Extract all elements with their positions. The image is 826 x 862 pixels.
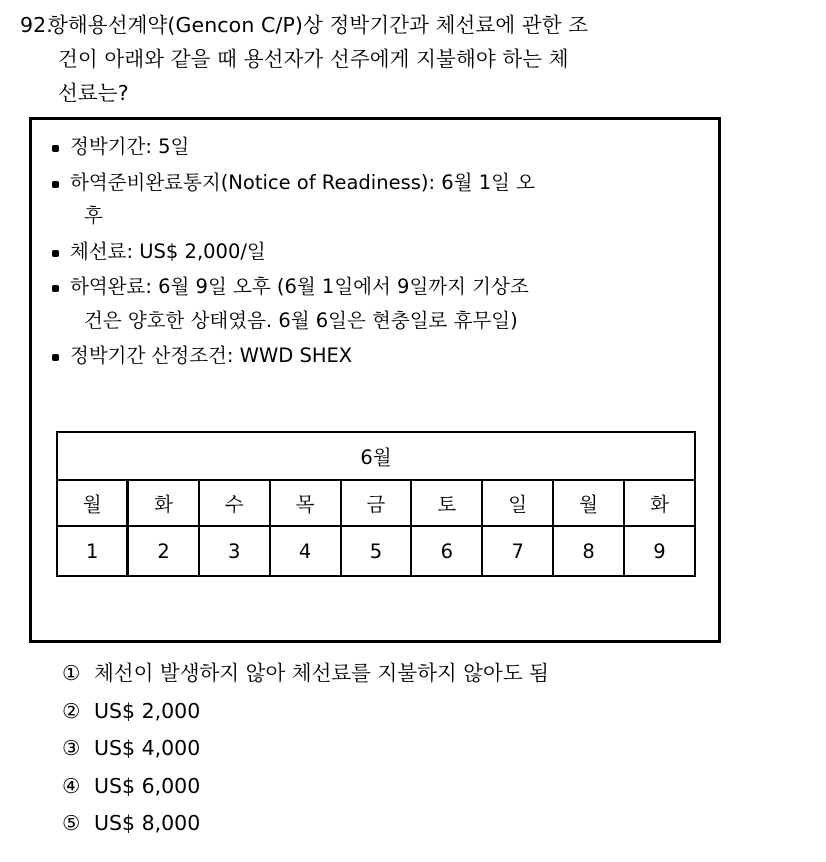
choice-marker-5: ⑤ bbox=[62, 811, 81, 835]
list-item bbox=[48, 166, 708, 233]
answer-choice-2[interactable] bbox=[62, 693, 782, 731]
choice-text-1: 체선이 발생하지 않아 체선료를 지불하지 않아도 됨 bbox=[94, 661, 549, 685]
weekday-cell: 토 bbox=[411, 480, 482, 526]
choice-text-4: US$ 6,000 bbox=[94, 773, 201, 798]
weekday-cell: 일 bbox=[482, 480, 553, 526]
date-cell: 9 bbox=[624, 526, 695, 576]
answer-choice-list bbox=[62, 655, 782, 843]
bullet-line: 체선료: US$ 2,000/일 bbox=[70, 239, 266, 263]
choice-text-3: US$ 4,000 bbox=[94, 736, 201, 760]
question-stem bbox=[20, 8, 790, 110]
question-line-1 bbox=[20, 8, 790, 42]
answer-choice-5[interactable] bbox=[62, 805, 782, 843]
calendar-title: 6월 bbox=[57, 432, 695, 480]
date-cell: 5 bbox=[341, 526, 412, 576]
weekday-cell: 수 bbox=[199, 480, 270, 526]
bullet-line: 정박기간 산정조건: WWD SHEX bbox=[70, 344, 353, 367]
weekday-cell: 화 bbox=[624, 480, 695, 526]
list-item bbox=[48, 235, 708, 269]
date-cell: 3 bbox=[199, 526, 270, 576]
condition-bullet-list bbox=[48, 130, 708, 375]
weekday-cell: 화 bbox=[128, 480, 199, 526]
bullet-dot-icon bbox=[52, 181, 59, 188]
question-line-3: 선료는? bbox=[58, 81, 129, 105]
weekday-cell: 목 bbox=[270, 480, 341, 526]
choice-text-2: US$ 2,000 bbox=[94, 698, 201, 723]
choice-marker-3: ③ bbox=[62, 736, 81, 760]
bullet-dot-icon bbox=[52, 354, 59, 361]
weekday-cell: 월 bbox=[553, 480, 624, 526]
condition-box bbox=[29, 117, 721, 643]
list-item bbox=[48, 339, 708, 373]
bullet-line-continued: 후 bbox=[84, 204, 103, 227]
date-cell: 6 bbox=[411, 526, 482, 576]
table-row-weekdays bbox=[57, 480, 695, 526]
bullet-dot-icon bbox=[52, 250, 59, 257]
date-cell: 8 bbox=[553, 526, 624, 576]
date-cell: 7 bbox=[482, 526, 553, 576]
date-cell: 2 bbox=[128, 526, 199, 576]
question-text-line: 항해용선계약(Gencon C/P)상 정박기간과 체선료에 관한 조 bbox=[48, 13, 589, 37]
list-item bbox=[48, 130, 708, 164]
table-row-title bbox=[57, 432, 695, 480]
bullet-line: 하역완료: 6월 9일 오후 (6월 1일에서 9일까지 기상조 bbox=[70, 275, 529, 298]
choice-marker-4: ④ bbox=[62, 773, 81, 798]
answer-choice-4[interactable] bbox=[62, 768, 782, 806]
weekday-cell: 월 bbox=[57, 480, 128, 526]
date-cell: 4 bbox=[270, 526, 341, 576]
answer-choice-3[interactable] bbox=[62, 730, 782, 768]
choice-text-5: US$ 8,000 bbox=[94, 811, 201, 835]
bullet-dot-icon bbox=[52, 145, 59, 152]
date-cell: 1 bbox=[57, 526, 128, 576]
weekday-cell: 금 bbox=[341, 480, 412, 526]
bullet-line: 하역준비완료통지(Notice of Readiness): 6월 1일 오 bbox=[70, 170, 535, 194]
choice-marker-2: ② bbox=[62, 698, 81, 723]
bullet-line: 정박기간: 5일 bbox=[70, 135, 190, 158]
list-item bbox=[48, 270, 708, 337]
june-calendar-table bbox=[56, 431, 696, 577]
answer-choice-1[interactable] bbox=[62, 655, 782, 693]
table-row-dates bbox=[57, 526, 695, 576]
bullet-line-continued: 건은 양호한 상태였음. 6월 6일은 현충일로 휴무일) bbox=[84, 308, 518, 332]
question-number: 92. bbox=[20, 13, 53, 37]
question-line-2: 건이 아래와 같을 때 용선자가 선주에게 지불해야 하는 체 bbox=[58, 47, 569, 71]
choice-marker-1: ① bbox=[62, 661, 81, 685]
bullet-dot-icon bbox=[52, 285, 59, 292]
